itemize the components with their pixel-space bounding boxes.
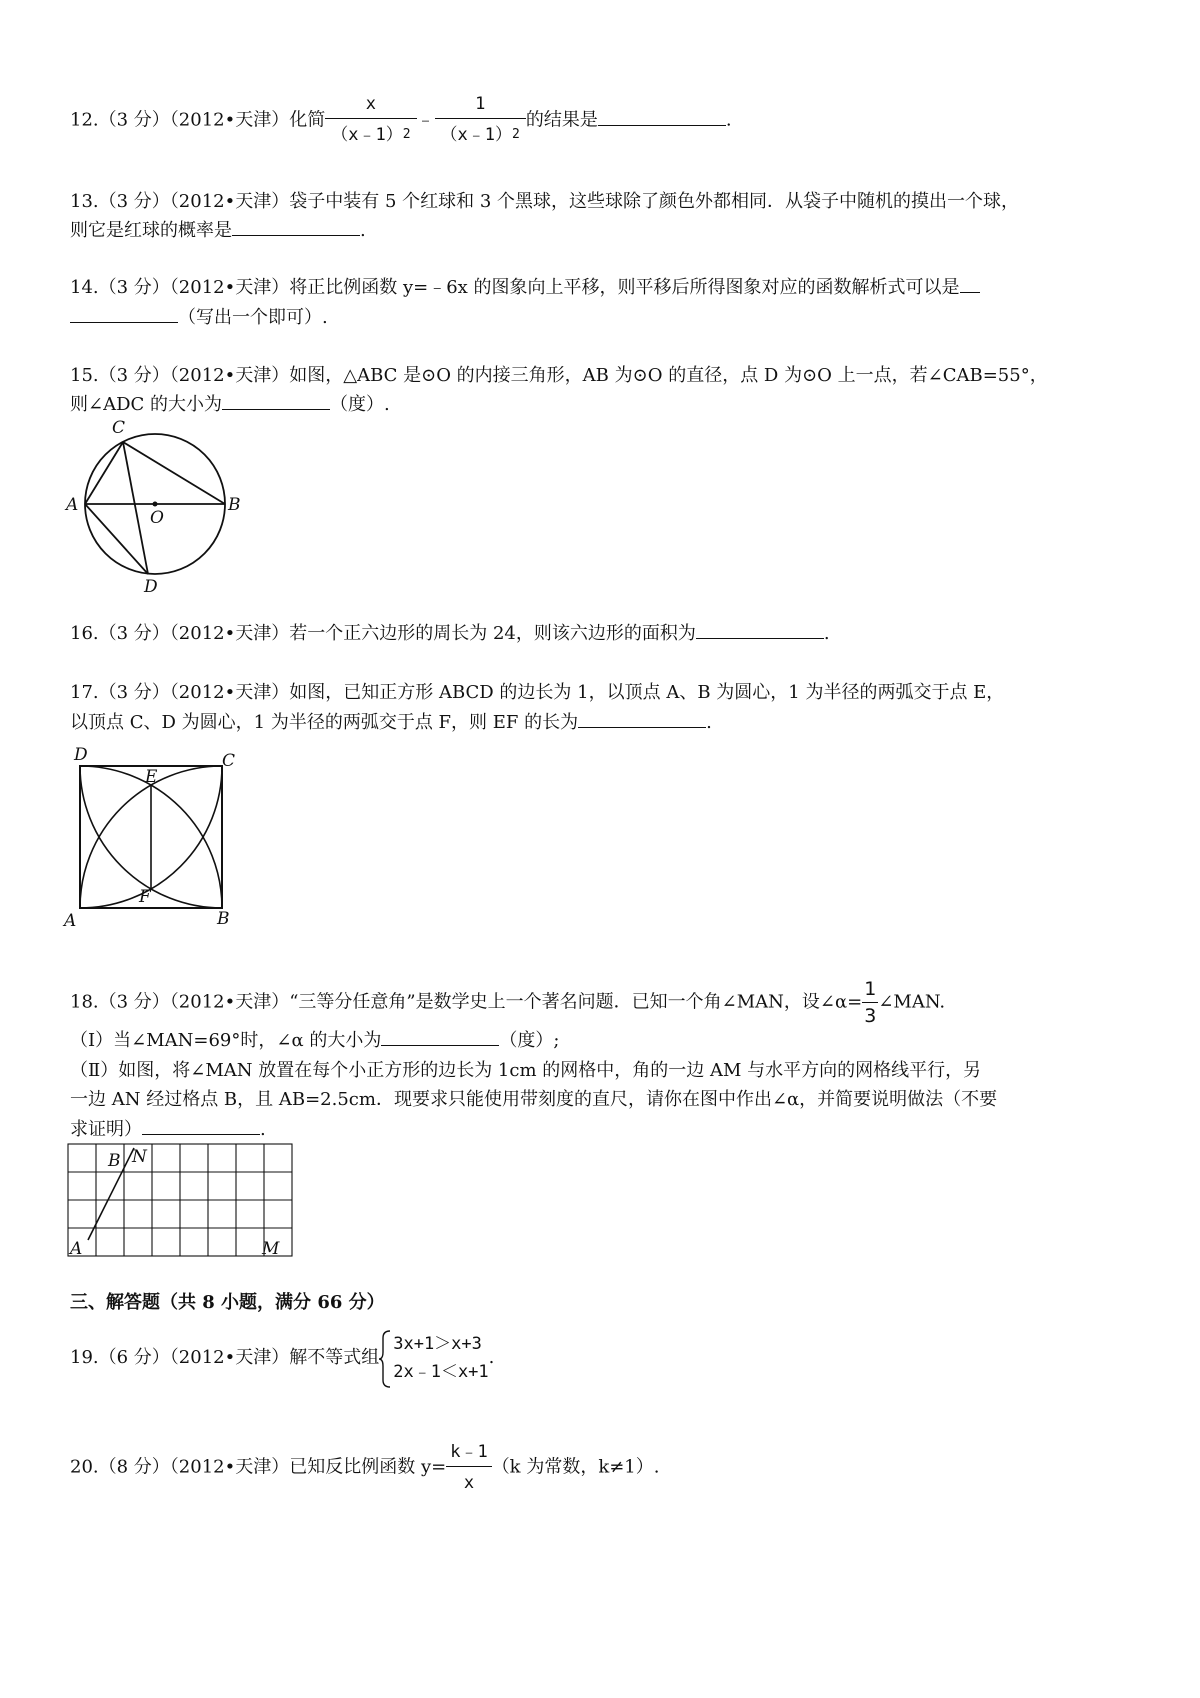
answer-blank-q13[interactable] xyxy=(232,219,360,236)
label-e: E xyxy=(145,767,158,787)
segment-ac xyxy=(85,442,123,504)
section-3-heading: 三、解答题（共 8 小题，满分 66 分） xyxy=(70,1292,385,1313)
answer-blank-q14-start[interactable] xyxy=(960,276,980,293)
q17-end: . xyxy=(706,712,712,733)
question-17-line-2 xyxy=(70,711,712,735)
question-14-line-1 xyxy=(70,276,980,300)
question-20 xyxy=(70,1440,659,1495)
question-13-line-2 xyxy=(70,219,366,243)
q12-end: . xyxy=(725,109,732,131)
q12-fraction-2 xyxy=(435,92,526,149)
q19-text: 19.（6 分）（2012•天津）解不等式组 xyxy=(70,1347,380,1368)
q18-part2-line3-text: 求证明） xyxy=(70,1119,142,1140)
answer-blank-q18-part1[interactable] xyxy=(381,1029,499,1046)
inequality-system xyxy=(379,1330,488,1386)
question-17-line-1: 17.（3 分）（2012•天津）如图，已知正方形 ABCD 的边长为 1，以顶点 A、B 为圆心，1 为半径的两弧交于点 E， xyxy=(70,682,1005,703)
q18-fraction xyxy=(862,977,878,1028)
segment-cd xyxy=(123,442,148,574)
q20-frac-numerator: k﹣1 xyxy=(446,1440,491,1467)
q18-line1-suffix: ∠MAN. xyxy=(878,991,946,1013)
q12-frac2-denominator: （x﹣1）2 xyxy=(440,125,520,145)
label-d: D xyxy=(144,577,158,596)
q20-suffix: （k 为常数，k≠1）. xyxy=(491,1456,660,1478)
label-n: N xyxy=(132,1147,147,1167)
label-o: O xyxy=(150,508,164,528)
q12-exponent-2: 2 xyxy=(512,127,520,142)
label-a: A xyxy=(70,1239,83,1259)
q12-prefix: 12.（3 分）（2012•天津）化简 xyxy=(70,109,326,131)
label-d: D xyxy=(74,745,88,765)
left-brace xyxy=(379,1330,391,1388)
q14-line1-text: 14.（3 分）（2012•天津）将正比例函数 y=﹣6x 的图象向上平移，则平移后所得图象对应的函数解析式可以是 xyxy=(70,277,960,298)
q13-line2-text: 则它是红球的概率是 xyxy=(70,220,232,241)
q12-fraction-1 xyxy=(325,92,416,149)
label-a: A xyxy=(64,911,77,928)
q18-frac-numerator: 1 xyxy=(862,977,878,1003)
q15-line2-text: 则∠ADC 的大小为 xyxy=(70,394,223,415)
answer-blank-q14[interactable] xyxy=(70,306,178,323)
label-c: C xyxy=(112,418,126,438)
q18-part1-text: （Ⅰ）当∠MAN=69°时，∠α 的大小为 xyxy=(70,1030,382,1051)
q20-text: 20.（8 分）（2012•天津）已知反比例函数 y= xyxy=(70,1456,447,1478)
inequality-1: 3x+1＞x+3 xyxy=(393,1334,482,1354)
answer-blank-q16[interactable] xyxy=(696,622,824,639)
answer-blank-q12[interactable] xyxy=(598,109,726,126)
q20-fraction xyxy=(446,1440,491,1495)
question-13-line-1: 13.（3 分）（2012•天津）袋子中装有 5 个红球和 3 个黑球，这些球除了颜色外都相同．从袋子中随机的摸出一个球， xyxy=(70,191,1020,212)
inequality-2: 2x﹣1＜x+1 xyxy=(393,1362,489,1382)
q20-frac-denominator: x xyxy=(463,1473,475,1493)
question-15-line-1: 15.（3 分）（2012•天津）如图，△ABC 是⊙O 的内接三角形，AB 为⊙O 的直径，点 D 为⊙O 上一点，若∠CAB=55°， xyxy=(70,365,1048,386)
center-point xyxy=(153,502,158,507)
answer-blank-q18-part2[interactable] xyxy=(142,1118,260,1135)
label-m: M xyxy=(262,1239,280,1259)
question-18-part-1 xyxy=(70,1029,559,1053)
q18-line1-text: 18.（3 分）（2012•天津）“三等分任意角”是数学史上一个著名问题．已知一个角∠MAN，设∠α= xyxy=(70,991,863,1013)
q18-grid-figure xyxy=(62,1140,298,1269)
q12-suffix: 的结果是 xyxy=(525,109,598,131)
label-a: A xyxy=(66,495,79,515)
q12-exponent-1: 2 xyxy=(402,127,411,142)
q18-part1-suffix: （度）; xyxy=(499,1030,560,1051)
q15-line2-suffix: （度）. xyxy=(330,394,390,415)
q12-frac1-numerator: x xyxy=(325,92,416,119)
q12-frac1-denominator: （x﹣1）2 xyxy=(331,125,411,145)
label-c: C xyxy=(222,751,236,771)
q15-circle-figure xyxy=(60,412,260,601)
grid-lines xyxy=(68,1144,292,1256)
q16-text: 16.（3 分）（2012•天津）若一个正六边形的周长为 24，则该六边形的面积为 xyxy=(70,623,696,644)
q17-line2-text: 以顶点 C、D 为圆心，1 为半径的两弧交于点 F，则 EF 的长为 xyxy=(70,712,579,733)
q19-end: . xyxy=(488,1347,495,1368)
answer-blank-q17[interactable] xyxy=(578,711,706,728)
label-f: F xyxy=(139,887,151,907)
q12-minus: ﹣ xyxy=(416,109,435,131)
answer-blank-q15[interactable] xyxy=(222,393,330,410)
question-12 xyxy=(70,92,732,149)
q17-square-figure xyxy=(60,742,250,933)
label-b: B xyxy=(228,495,241,515)
segment-cb xyxy=(123,442,225,504)
q18-frac-denominator: 3 xyxy=(864,1005,877,1027)
question-16 xyxy=(70,622,830,646)
question-14-line-2 xyxy=(70,306,328,330)
label-b: B xyxy=(217,909,230,928)
question-18-part-2-line-1: （Ⅱ）如图，将∠MAN 放置在每个小正方形的边长为 1cm 的网格中，角的一边 AM 与水平方向的网格线平行，另 xyxy=(70,1060,982,1081)
q14-line2-text: （写出一个即可）. xyxy=(178,307,328,328)
question-18-part-2-line-3 xyxy=(70,1118,266,1142)
question-18-line-1 xyxy=(70,977,945,1028)
q16-end: . xyxy=(823,623,830,644)
q13-end: . xyxy=(360,220,366,241)
question-19 xyxy=(70,1330,494,1386)
q18-end: . xyxy=(260,1119,266,1140)
question-18-part-2-line-2: 一边 AN 经过格点 B，且 AB=2.5cm．现要求只能使用带刻度的直尺，请你在图中作出∠α，并简要说明做法（不要 xyxy=(70,1089,998,1110)
label-b: B xyxy=(108,1151,121,1171)
q12-frac2-numerator: 1 xyxy=(435,92,526,119)
